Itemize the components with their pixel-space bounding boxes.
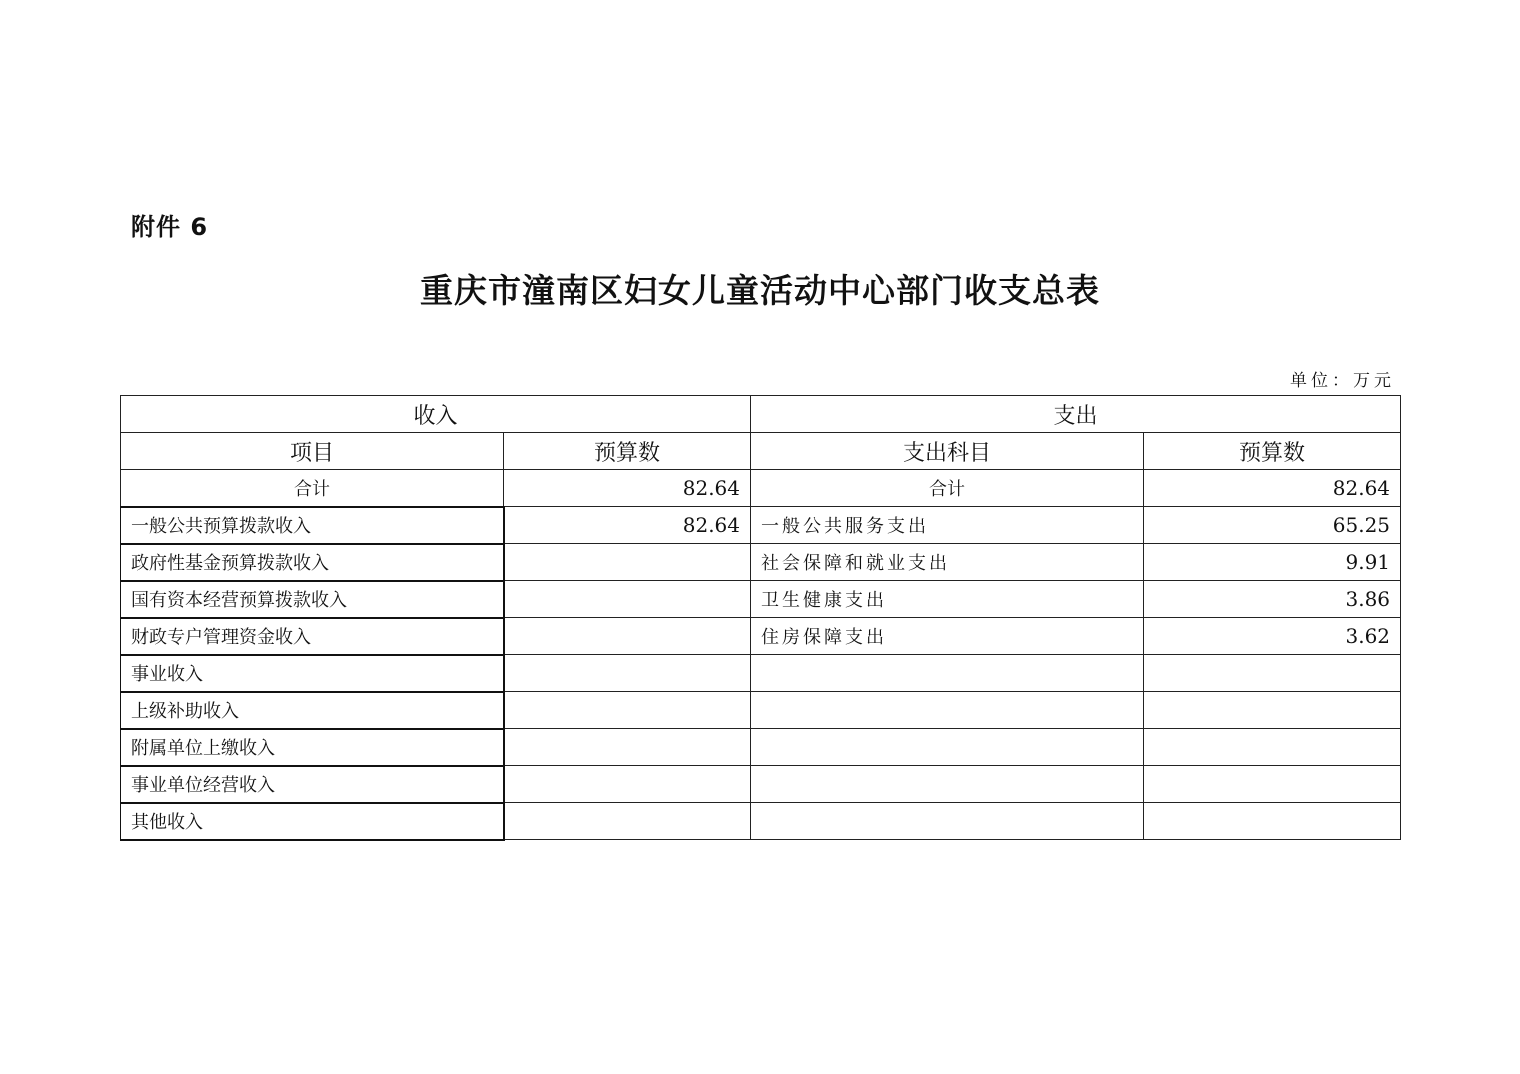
income-value-cell [504,655,751,692]
income-value-cell [504,803,751,840]
income-item-cell: 其他收入 [121,803,504,840]
income-item-cell: 政府性基金预算拨款收入 [121,544,504,581]
income-value-cell [504,766,751,803]
income-item-cell: 上级补助收入 [121,692,504,729]
expense-item-cell [751,729,1144,766]
attachment-label: 附件 6 [131,213,209,241]
income-total-value: 82.64 [504,470,751,507]
table-row [121,766,1401,803]
table-row [121,803,1401,840]
expense-item-cell: 一般公共服务支出 [751,507,1144,544]
table-row [121,692,1401,729]
income-value-cell [504,544,751,581]
income-item-cell: 附属单位上缴收入 [121,729,504,766]
income-item-cell: 事业收入 [121,655,504,692]
col-header-item: 项目 [121,433,504,470]
expense-value-cell: 3.86 [1144,581,1401,618]
expense-item-cell: 社会保障和就业支出 [751,544,1144,581]
table-row [121,507,1401,544]
table-row [121,544,1401,581]
expense-item-cell: 卫生健康支出 [751,581,1144,618]
income-value-cell [504,729,751,766]
budget-summary-table [120,395,1401,841]
expense-total-value: 82.64 [1144,470,1401,507]
col-header-expense-item: 支出科目 [751,433,1144,470]
expense-item-cell: 住房保障支出 [751,618,1144,655]
table-row [121,618,1401,655]
income-value-cell [504,692,751,729]
expense-item-cell [751,692,1144,729]
column-header-row [121,433,1401,470]
income-item-cell: 一般公共预算拨款收入 [121,507,504,544]
expense-value-cell [1144,729,1401,766]
col-header-expense-budget: 预算数 [1144,433,1401,470]
income-item-cell: 财政专户管理资金收入 [121,618,504,655]
income-item-cell: 国有资本经营预算拨款收入 [121,581,504,618]
expense-section-header: 支出 [751,396,1401,433]
expense-item-cell [751,803,1144,840]
income-value-cell [504,581,751,618]
expense-value-cell: 65.25 [1144,507,1401,544]
table-row [121,655,1401,692]
income-value-cell [504,618,751,655]
expense-value-cell [1144,655,1401,692]
page-title: 重庆市潼南区妇女儿童活动中心部门收支总表 [420,271,1100,310]
expense-total-label: 合计 [751,470,1144,507]
expense-item-cell [751,766,1144,803]
total-row [121,470,1401,507]
table-row [121,729,1401,766]
section-header-row [121,396,1401,433]
expense-value-cell [1144,766,1401,803]
income-value-cell: 82.64 [504,507,751,544]
unit-note: 单位：万元 [1290,371,1395,391]
income-section-header: 收入 [121,396,751,433]
income-total-label: 合计 [121,470,504,507]
expense-value-cell: 9.91 [1144,544,1401,581]
expense-value-cell [1144,692,1401,729]
expense-item-cell [751,655,1144,692]
table-row [121,581,1401,618]
expense-value-cell: 3.62 [1144,618,1401,655]
col-header-income-budget: 预算数 [504,433,751,470]
income-item-cell: 事业单位经营收入 [121,766,504,803]
expense-value-cell [1144,803,1401,840]
